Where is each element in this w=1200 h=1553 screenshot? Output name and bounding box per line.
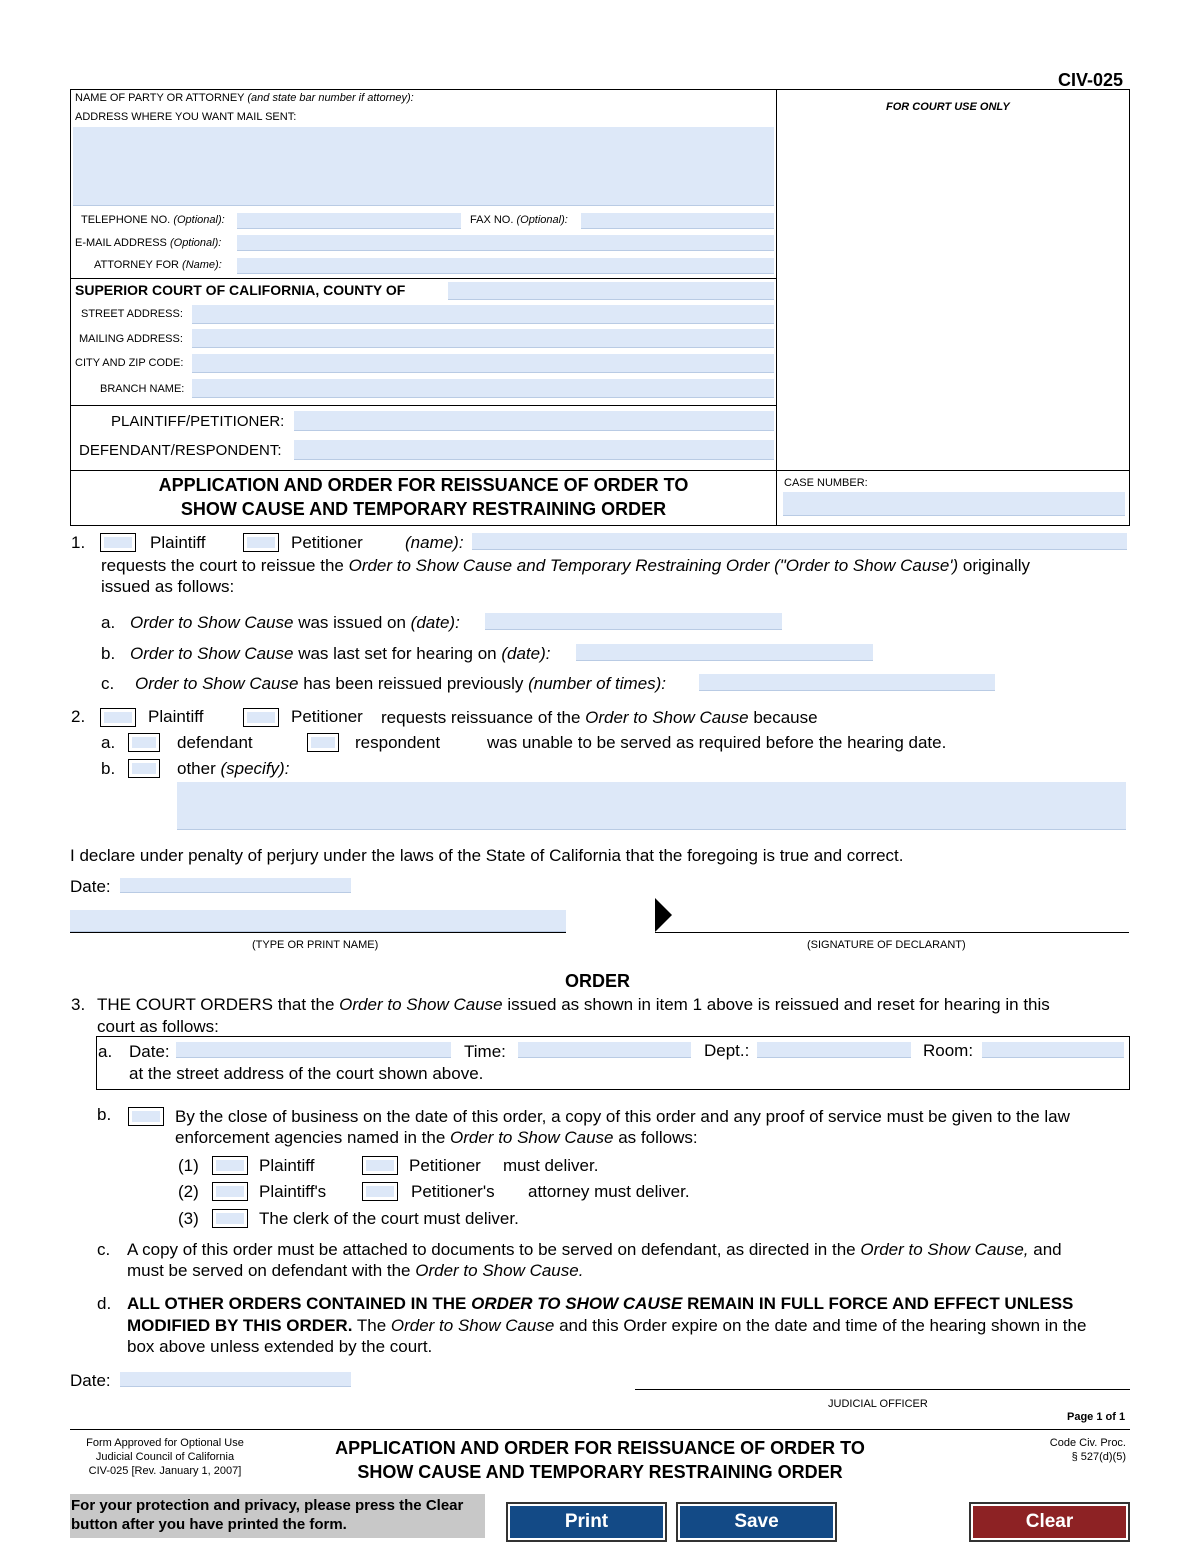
item3b1-petitioner-label: Petitioner bbox=[409, 1156, 481, 1175]
item3b1-plaintiff-label: Plaintiff bbox=[259, 1156, 315, 1175]
street-label: STREET ADDRESS: bbox=[81, 308, 183, 320]
hearing-date-field[interactable] bbox=[176, 1042, 451, 1058]
item3c-line2: must be served on defendant with the Order to Show Cause. bbox=[127, 1261, 584, 1280]
item3b1-petitioner-checkbox[interactable] bbox=[362, 1156, 398, 1175]
code-reference: Code Civ. Proc. § 527(d)(5) bbox=[1049, 1437, 1126, 1463]
item1b-text: Order to Show Cause was last set for hearing on (date): bbox=[130, 644, 551, 663]
item1-text: requests the court to reissue the Order to Show Cause and Temporary Restraining Order ("Order to Show Cause') originally bbox=[101, 556, 1030, 575]
item3-text: THE COURT ORDERS that the Order to Show Cause issued as shown in item 1 above is reissued and reset for hearing in this bbox=[97, 995, 1050, 1014]
item3b1-plaintiff-checkbox[interactable] bbox=[212, 1156, 248, 1175]
item1-name-field[interactable] bbox=[472, 533, 1127, 550]
hearing-time-label: Time: bbox=[464, 1042, 506, 1061]
item3b1-text: must deliver. bbox=[503, 1156, 599, 1175]
declaration-date-label: Date: bbox=[70, 877, 111, 896]
item1c-text: Order to Show Cause has been reissued previously (number of times): bbox=[135, 674, 667, 693]
defendant-label: DEFENDANT/RESPONDENT: bbox=[79, 442, 282, 459]
declarant-name-field[interactable] bbox=[70, 910, 566, 932]
street-field[interactable] bbox=[192, 305, 774, 324]
signature-caption: (SIGNATURE OF DECLARANT) bbox=[807, 939, 966, 951]
item2a-respondent-label: respondent bbox=[355, 733, 441, 752]
hearing-dept-field[interactable] bbox=[757, 1042, 911, 1058]
item3c-letter: c. bbox=[97, 1240, 111, 1259]
address-label: ADDRESS WHERE YOU WANT MAIL SENT: bbox=[75, 111, 297, 123]
mailing-field[interactable] bbox=[192, 329, 774, 348]
item2-text: requests reissuance of the Order to Show Cause because bbox=[381, 708, 818, 727]
item3b3-text: The clerk of the court must deliver. bbox=[259, 1209, 519, 1228]
item1a-letter: a. bbox=[101, 613, 116, 632]
declaration-text: I declare under penalty of perjury under the laws of the State of California that the foregoing is true and correct. bbox=[70, 846, 904, 865]
attorney-for-field[interactable] bbox=[237, 258, 774, 274]
county-field[interactable] bbox=[448, 282, 774, 300]
email-field[interactable] bbox=[237, 235, 774, 251]
item1-petitioner-checkbox[interactable] bbox=[243, 533, 279, 552]
save-button[interactable]: Save bbox=[678, 1504, 835, 1540]
signature-arrow-icon bbox=[655, 898, 672, 932]
court-use-label: FOR COURT USE ONLY bbox=[886, 101, 1010, 113]
party-label: NAME OF PARTY OR ATTORNEY (and state bar number if attorney): bbox=[75, 92, 414, 104]
hearing-room-label: Room: bbox=[923, 1041, 974, 1060]
item1-name-label: (name): bbox=[405, 533, 464, 552]
item2-petitioner-label: Petitioner bbox=[291, 707, 363, 726]
item3b2-text: attorney must deliver. bbox=[528, 1182, 690, 1201]
defendant-field[interactable] bbox=[294, 440, 774, 460]
order-date-field[interactable] bbox=[120, 1372, 351, 1387]
item3b-line1: By the close of business on the date of this order, a copy of this order and any proof of service must be given to the law bbox=[175, 1107, 1070, 1126]
item3d-line3: box above unless extended by the court. bbox=[127, 1337, 433, 1356]
name-caption: (TYPE OR PRINT NAME) bbox=[252, 939, 379, 951]
item1a-date-field[interactable] bbox=[485, 613, 782, 630]
item3c-line1: A copy of this order must be attached to documents to be served on defendant, as directed in the Order to Show Cause, and bbox=[127, 1240, 1062, 1259]
item1b-date-field[interactable] bbox=[576, 644, 873, 661]
item1-number: 1. bbox=[71, 533, 86, 552]
item3b3-clerk-checkbox[interactable] bbox=[212, 1209, 248, 1228]
telephone-field[interactable] bbox=[237, 213, 461, 229]
form-approval: Form Approved for Optional Use Judicial Council of California CIV-025 [Rev. January 1, 2007] bbox=[86, 1437, 244, 1477]
item2a-text: was unable to be served as required before the hearing date. bbox=[487, 733, 947, 752]
privacy-notice: For your protection and privacy, please press the Clear button after you have printed the form. bbox=[70, 1494, 485, 1538]
case-number-label: CASE NUMBER: bbox=[784, 477, 868, 489]
item2-petitioner-checkbox[interactable] bbox=[243, 708, 279, 727]
item3b2-plaintiff-label: Plaintiff's bbox=[259, 1182, 327, 1201]
plaintiff-label: PLAINTIFF/PETITIONER: bbox=[111, 413, 285, 430]
item3b-letter: b. bbox=[97, 1105, 112, 1124]
item3-text-line2: court as follows: bbox=[97, 1017, 219, 1036]
telephone-label: TELEPHONE NO. (Optional): bbox=[81, 214, 225, 226]
party-address-field[interactable] bbox=[73, 127, 774, 206]
item3b-line2: enforcement agencies named in the Order to Show Cause as follows: bbox=[175, 1128, 698, 1147]
item1-text-line2: issued as follows: bbox=[101, 577, 235, 596]
city-field[interactable] bbox=[192, 354, 774, 373]
item3b1-number: (1) bbox=[178, 1156, 199, 1175]
item2-plaintiff-checkbox[interactable] bbox=[100, 708, 136, 727]
case-number-field[interactable] bbox=[783, 492, 1125, 516]
item3a-letter: a. bbox=[98, 1042, 113, 1061]
hearing-time-field[interactable] bbox=[518, 1042, 691, 1058]
item3b2-petitioner-label: Petitioner's bbox=[411, 1182, 495, 1201]
item1c-letter: c. bbox=[101, 674, 115, 693]
email-label: E-MAIL ADDRESS (Optional): bbox=[75, 237, 222, 249]
hearing-dept-label: Dept.: bbox=[704, 1041, 750, 1060]
item3b-checkbox[interactable] bbox=[128, 1107, 164, 1126]
judicial-officer-caption: JUDICIAL OFFICER bbox=[828, 1398, 928, 1410]
fax-field[interactable] bbox=[581, 213, 774, 229]
order-date-label: Date: bbox=[70, 1371, 111, 1390]
city-label: CITY AND ZIP CODE: bbox=[75, 357, 184, 369]
item1-plaintiff-checkbox[interactable] bbox=[100, 533, 136, 552]
item3b2-number: (2) bbox=[178, 1182, 199, 1201]
item2-number: 2. bbox=[71, 707, 86, 726]
hearing-room-field[interactable] bbox=[982, 1042, 1124, 1058]
item2a-defendant-label: defendant bbox=[177, 733, 253, 752]
order-heading: ORDER bbox=[565, 971, 631, 991]
plaintiff-field[interactable] bbox=[294, 411, 774, 431]
mailing-label: MAILING ADDRESS: bbox=[79, 333, 183, 345]
item3a-line2: at the street address of the court shown above. bbox=[129, 1064, 484, 1083]
item3d-letter: d. bbox=[97, 1294, 112, 1313]
item3d-line2: MODIFIED BY THIS ORDER. The Order to Show Cause and this Order expire on the date and time of the hearing shown in the bbox=[127, 1316, 1087, 1335]
item1b-letter: b. bbox=[101, 644, 116, 663]
branch-field[interactable] bbox=[192, 379, 774, 398]
print-button[interactable]: Print bbox=[508, 1504, 665, 1540]
item1-petitioner-label: Petitioner bbox=[291, 533, 363, 552]
item2a-defendant-checkbox[interactable] bbox=[128, 733, 160, 752]
item3b2-plaintiff-checkbox[interactable] bbox=[212, 1182, 248, 1201]
declaration-date-field[interactable] bbox=[120, 878, 351, 893]
item2b-text: other (specify): bbox=[177, 759, 290, 778]
item1a-text: Order to Show Cause was issued on (date): bbox=[130, 613, 460, 632]
item1c-times-field[interactable] bbox=[699, 674, 995, 691]
court-title: SUPERIOR COURT OF CALIFORNIA, COUNTY OF bbox=[75, 282, 406, 298]
item2a-respondent-checkbox[interactable] bbox=[307, 733, 339, 752]
item2-plaintiff-label: Plaintiff bbox=[148, 707, 204, 726]
item2b-specify-field[interactable] bbox=[177, 782, 1126, 830]
item2a-letter: a. bbox=[101, 733, 116, 752]
item3b3-number: (3) bbox=[178, 1209, 199, 1228]
page-number: Page 1 of 1 bbox=[1067, 1411, 1126, 1423]
clear-button[interactable]: Clear bbox=[971, 1504, 1128, 1540]
item3d-line1: ALL OTHER ORDERS CONTAINED IN THE ORDER TO SHOW CAUSE REMAIN IN FULL FORCE AND EFFECT UNLESS bbox=[127, 1294, 1074, 1313]
form-title: APPLICATION AND ORDER FOR REISSUANCE OF ORDER TO SHOW CAUSE AND TEMPORARY RESTRAINING ORDER bbox=[158, 475, 689, 519]
form-code: CIV-025 bbox=[1058, 70, 1124, 90]
item1-plaintiff-label: Plaintiff bbox=[150, 533, 206, 552]
fax-label: FAX NO. (Optional): bbox=[470, 214, 568, 226]
item2b-other-checkbox[interactable] bbox=[128, 759, 160, 778]
attorney-for-label: ATTORNEY FOR (Name): bbox=[94, 259, 222, 271]
item2b-letter: b. bbox=[101, 759, 116, 778]
branch-label: BRANCH NAME: bbox=[100, 383, 185, 395]
item3-number: 3. bbox=[71, 995, 86, 1014]
hearing-date-label: Date: bbox=[129, 1042, 170, 1061]
footer-title: APPLICATION AND ORDER FOR REISSUANCE OF ORDER TO SHOW CAUSE AND TEMPORARY RESTRAINING ORDER bbox=[335, 1438, 865, 1482]
item3b2-petitioner-checkbox[interactable] bbox=[362, 1182, 398, 1201]
